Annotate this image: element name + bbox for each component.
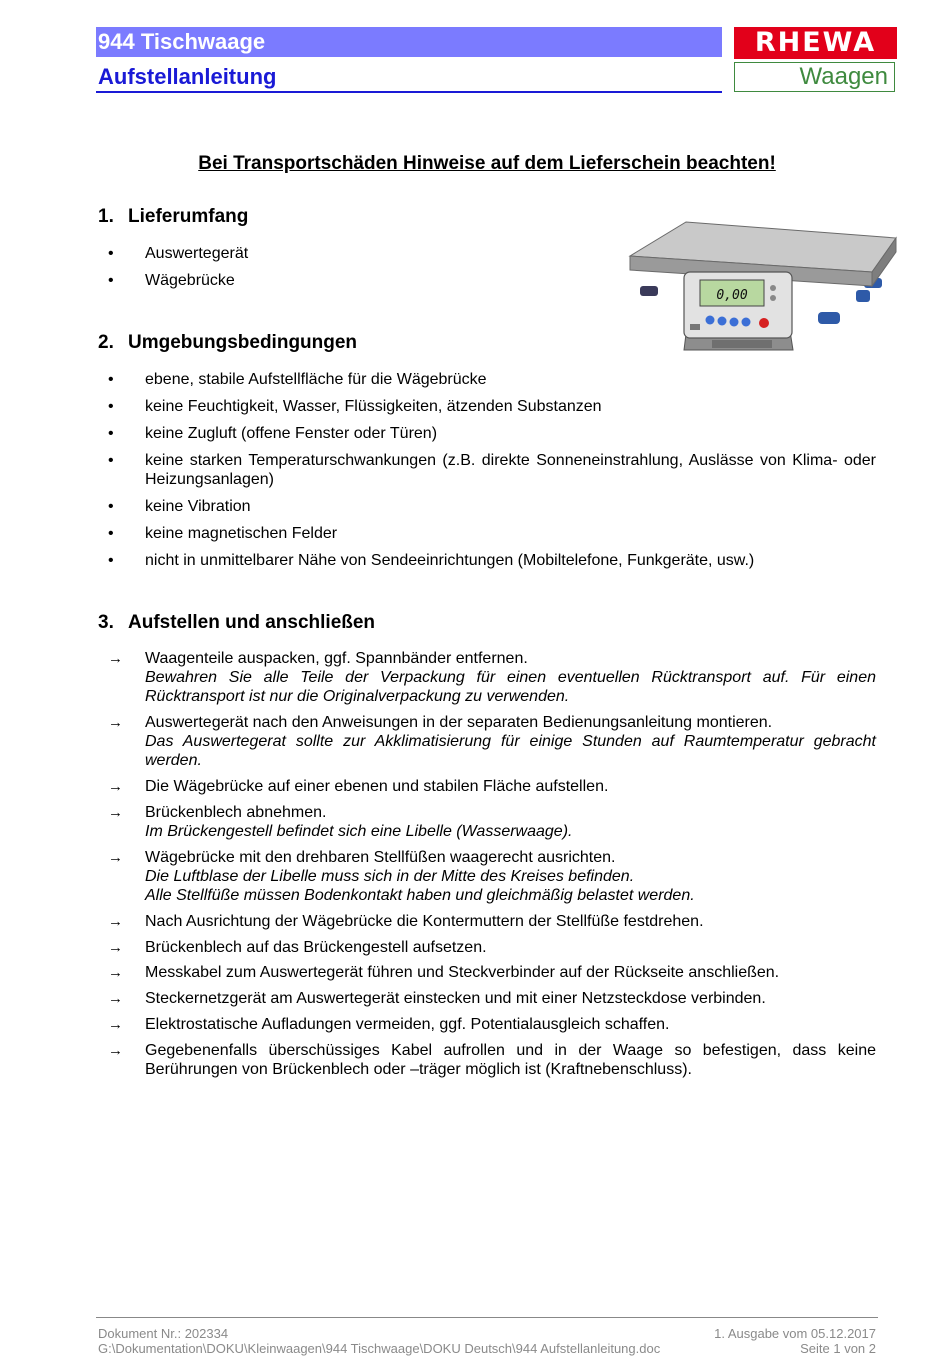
- step-item: → Die Wägebrücke auf einer ebenen und stabilen Fläche aufstellen.: [108, 778, 609, 795]
- step-item: → Auswertegerät nach den Anweisungen in der separaten Bedienungsanleitung montieren. Das Auswertegerat sollte zur Akklimatisierung für einige Stunden auf Raumtemperatur gebracht werden.: [108, 714, 876, 769]
- page-number: Seite 1 von 2: [800, 1341, 876, 1356]
- document-title: 944 Tischwaage: [96, 27, 722, 57]
- list-item: • keine Vibration: [108, 498, 251, 515]
- scale-display-value: 0,00: [716, 288, 748, 303]
- scale-illustration: [628, 220, 898, 365]
- list-item: • keine Zugluft (offene Fenster oder Türen): [108, 425, 438, 442]
- arrow-icon: →: [108, 1016, 123, 1033]
- step-item: → Steckernetzgerät am Auswertegerät einstecken und mit einer Netzsteckdose verbinden.: [108, 990, 766, 1007]
- document-number: Dokument Nr.: 202334: [98, 1326, 229, 1341]
- bullet-icon: •: [108, 498, 114, 515]
- list-item: • nicht in unmittelbarer Nähe von Sendeeinrichtungen (Mobiltelefone, Funkgeräte, usw.): [108, 552, 755, 569]
- arrow-icon: →: [108, 778, 123, 795]
- footer-divider: [96, 1317, 878, 1318]
- bullet-icon: •: [108, 398, 114, 415]
- section-heading-1: 1. Lieferumfang: [98, 206, 249, 227]
- file-path: G:\Dokumentation\DOKU\Kleinwaagen\944 Tischwaage\DOKU Deutsch\944 Aufstellanleitung.doc: [98, 1341, 661, 1356]
- list-item: • Wägebrücke: [108, 272, 235, 289]
- step-item: → Messkabel zum Auswertegerät führen und Steckverbinder auf der Rückseite anschließen.: [108, 964, 780, 981]
- bullet-icon: •: [108, 371, 114, 388]
- waagen-logo: Waagen: [734, 62, 895, 92]
- step-item: → Brückenblech auf das Brückengestell aufsetzen.: [108, 939, 487, 956]
- arrow-icon: →: [108, 849, 123, 866]
- step-item: → Gegebenenfalls überschüssiges Kabel aufrollen und in der Waage so befestigen, dass keine Berührungen von Brückenblech oder –träger möglich ist (Kraftnebenschluss).: [108, 1042, 876, 1078]
- arrow-icon: →: [108, 939, 123, 956]
- step-item: → Elektrostatische Aufladungen vermeiden, ggf. Potentialausgleich schaffen.: [108, 1016, 670, 1033]
- arrow-icon: →: [108, 804, 123, 821]
- bullet-icon: •: [108, 245, 114, 262]
- edition-date: 1. Ausgabe vom 05.12.2017: [714, 1326, 876, 1341]
- list-item: • keine starken Temperaturschwankungen (z.B. direkte Sonneneinstrahlung, Auslässe von Klima- oder Heizungsanlagen): [108, 452, 876, 488]
- arrow-icon: →: [108, 714, 123, 731]
- list-item: • ebene, stabile Aufstellfläche für die Wägebrücke: [108, 371, 487, 388]
- step-item: → Wägebrücke mit den drehbaren Stellfüßen waagerecht ausrichten. Die Luftblase der Libelle muss sich in der Mitte des Kreises befinden. Alle Stellfüße müssen Bodenkontakt haben und gleichmäßig belastet werden.: [108, 849, 695, 904]
- arrow-icon: →: [108, 650, 123, 667]
- list-item: • Auswertegerät: [108, 245, 249, 262]
- bullet-icon: •: [108, 272, 114, 289]
- arrow-icon: →: [108, 913, 123, 930]
- document-subtitle: Aufstellanleitung: [96, 62, 722, 93]
- arrow-icon: →: [108, 1042, 123, 1059]
- arrow-icon: →: [108, 964, 123, 981]
- section-heading-3: 3. Aufstellen und anschließen: [98, 612, 376, 633]
- rhewa-logo: RHEWA: [734, 27, 897, 59]
- bullet-icon: •: [108, 525, 114, 542]
- list-item: • keine magnetischen Felder: [108, 525, 338, 542]
- bullet-icon: •: [108, 552, 114, 569]
- section-heading-2: 2. Umgebungsbedingungen: [98, 332, 358, 353]
- bullet-icon: •: [108, 425, 114, 442]
- arrow-icon: →: [108, 990, 123, 1007]
- transport-notice: Bei Transportschäden Hinweise auf dem Lieferschein beachten!: [198, 153, 776, 174]
- list-item: • keine Feuchtigkeit, Wasser, Flüssigkeiten, ätzenden Substanzen: [108, 398, 602, 415]
- step-item: → Brückenblech abnehmen. Im Brückengestell befindet sich eine Libelle (Wasserwaage).: [108, 804, 573, 840]
- step-item: → Nach Ausrichtung der Wägebrücke die Kontermuttern der Stellfüße festdrehen.: [108, 913, 704, 930]
- step-item: → Waagenteile auspacken, ggf. Spannbänder entfernen. Bewahren Sie alle Teile der Verpackung für einen eventuellen Rücktransport auf. Für einen Rücktransport ist nur die Originalverpackung zu verwenden.: [108, 650, 876, 705]
- bullet-icon: •: [108, 452, 114, 469]
